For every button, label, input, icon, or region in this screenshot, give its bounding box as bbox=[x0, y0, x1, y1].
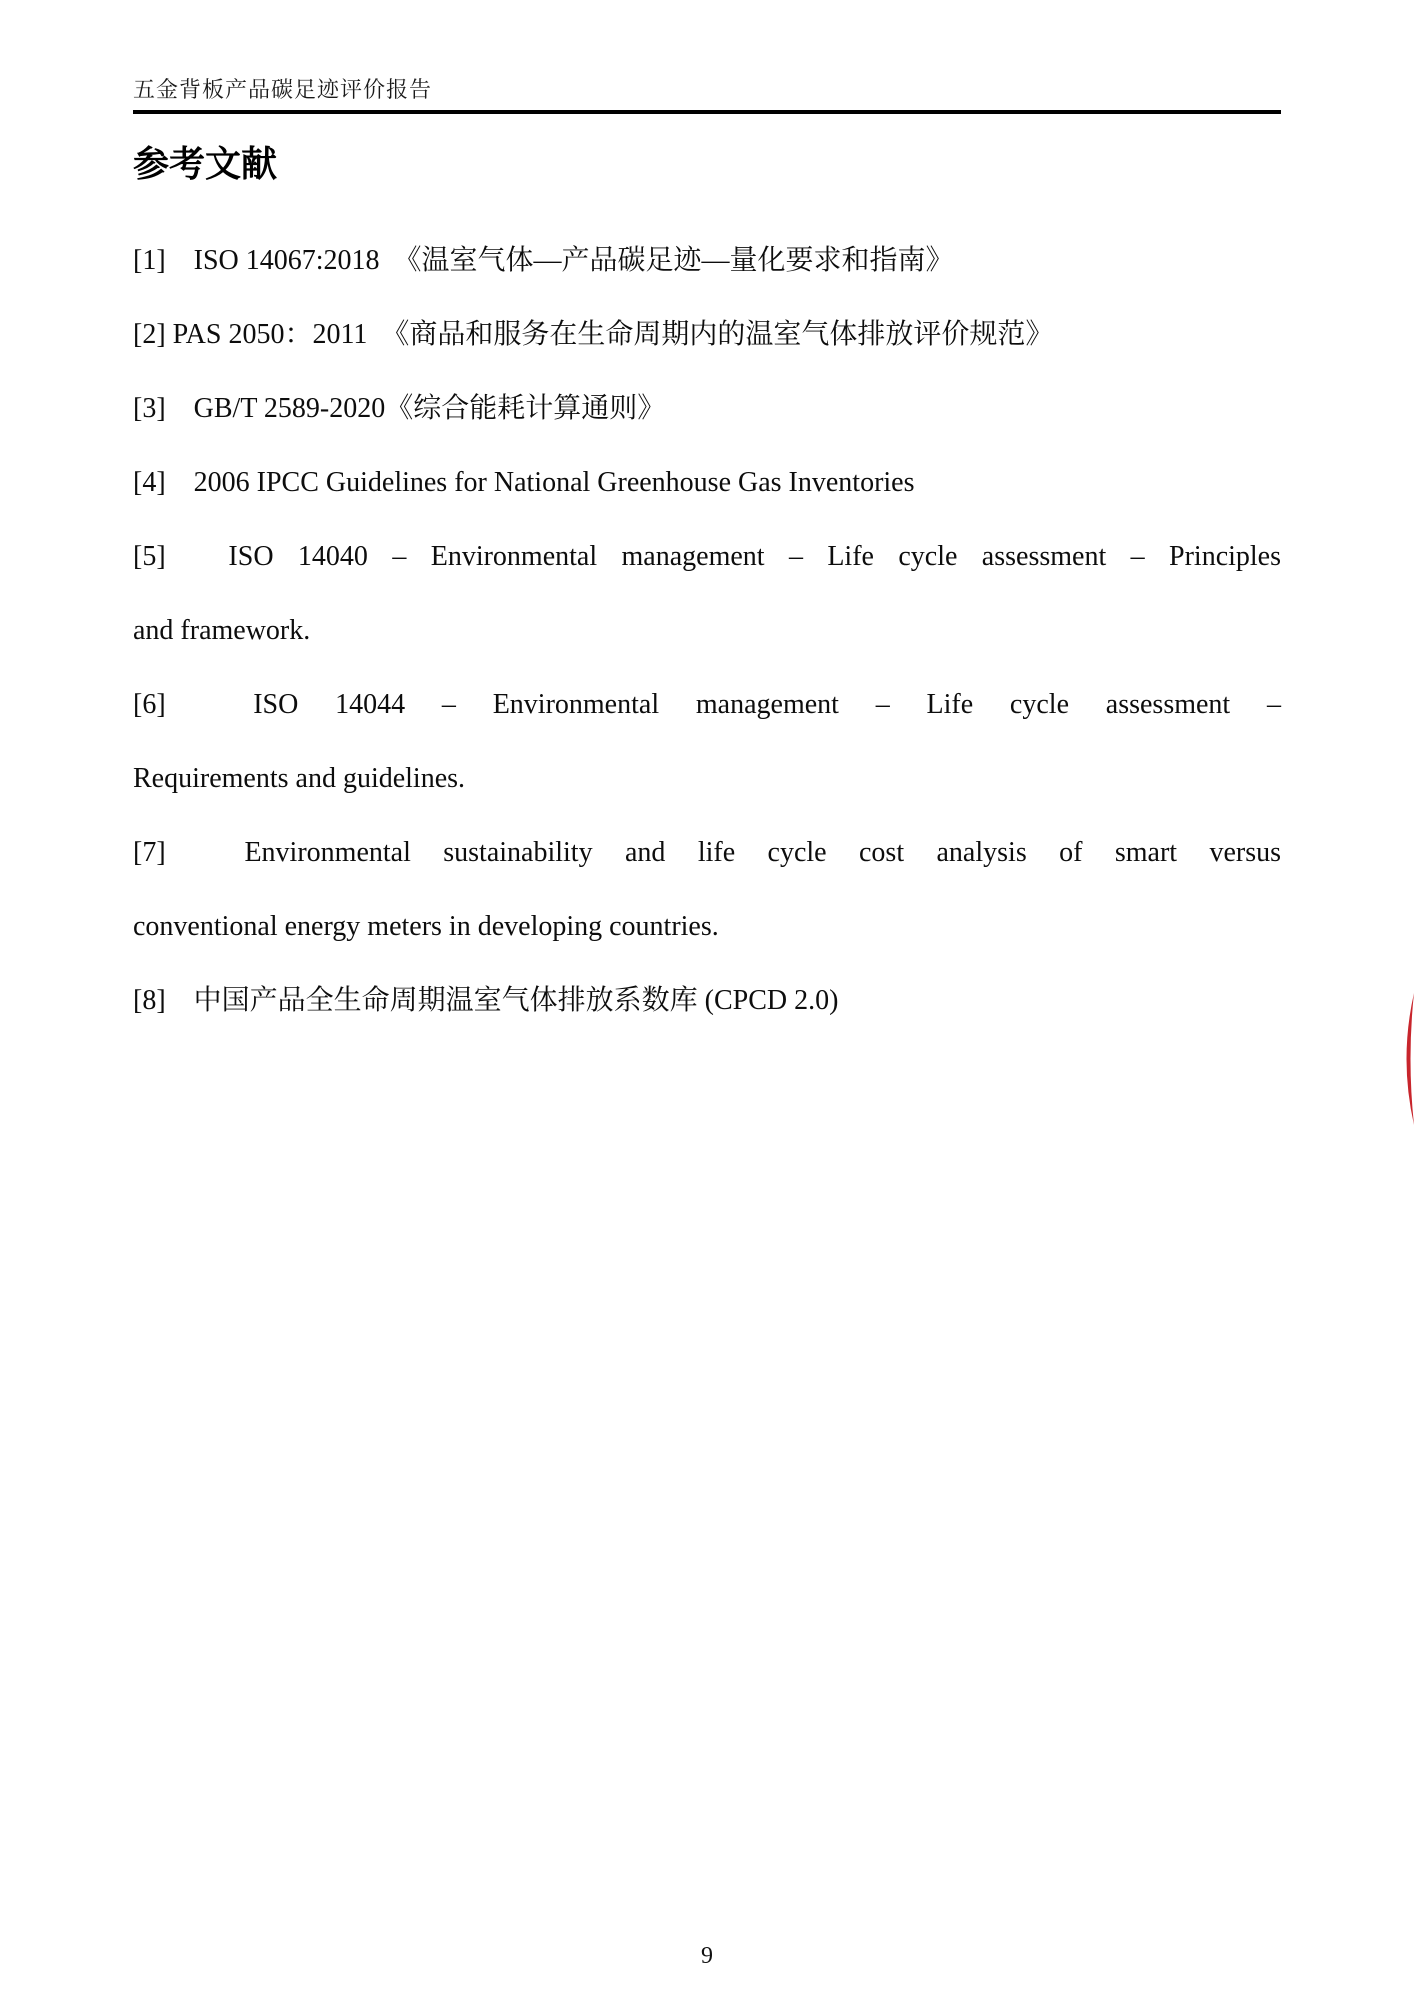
page-number: 9 bbox=[701, 1943, 713, 1969]
references-list bbox=[133, 224, 1281, 1038]
reference-line: and framework. bbox=[133, 615, 311, 646]
red-bookmark-shape bbox=[1407, 993, 1414, 1125]
reference-line: [4] 2006 IPCC Guidelines for National Greenhouse Gas Inventories bbox=[133, 467, 915, 498]
reference-line: [3] GB/T 2589-2020《综合能耗计算通则》 bbox=[133, 393, 666, 424]
section-title: 参考文献 bbox=[133, 143, 278, 184]
red-bookmark-mark bbox=[1400, 993, 1414, 1125]
page-content bbox=[133, 0, 1281, 1038]
reference-line: [5] ISO 14040 – Environmental management – Life cycle assessment – Principles bbox=[133, 541, 1281, 572]
reference-line: [6] ISO 14044 – Environmental management – Life cycle assessment – bbox=[133, 689, 1281, 720]
reference-line: Requirements and guidelines. bbox=[133, 763, 466, 794]
reference-line: [8] 中国产品全生命周期温室气体排放系数库 (CPCD 2.0) bbox=[133, 985, 839, 1016]
page-header bbox=[133, 0, 1281, 114]
reference-line: [7] Environmental sustainability and life cycle cost analysis of smart versus bbox=[133, 837, 1281, 868]
report-title: 五金背板产品碳足迹评价报告 bbox=[133, 77, 433, 102]
header-rule bbox=[133, 110, 1281, 114]
reference-line: [2] PAS 2050：2011 《商品和服务在生命周期内的温室气体排放评价规范》 bbox=[133, 319, 1054, 350]
reference-line: conventional energy meters in developing countries. bbox=[133, 911, 719, 942]
reference-line: [1] ISO 14067:2018 《温室气体—产品碳足迹—量化要求和指南》 bbox=[133, 245, 954, 276]
